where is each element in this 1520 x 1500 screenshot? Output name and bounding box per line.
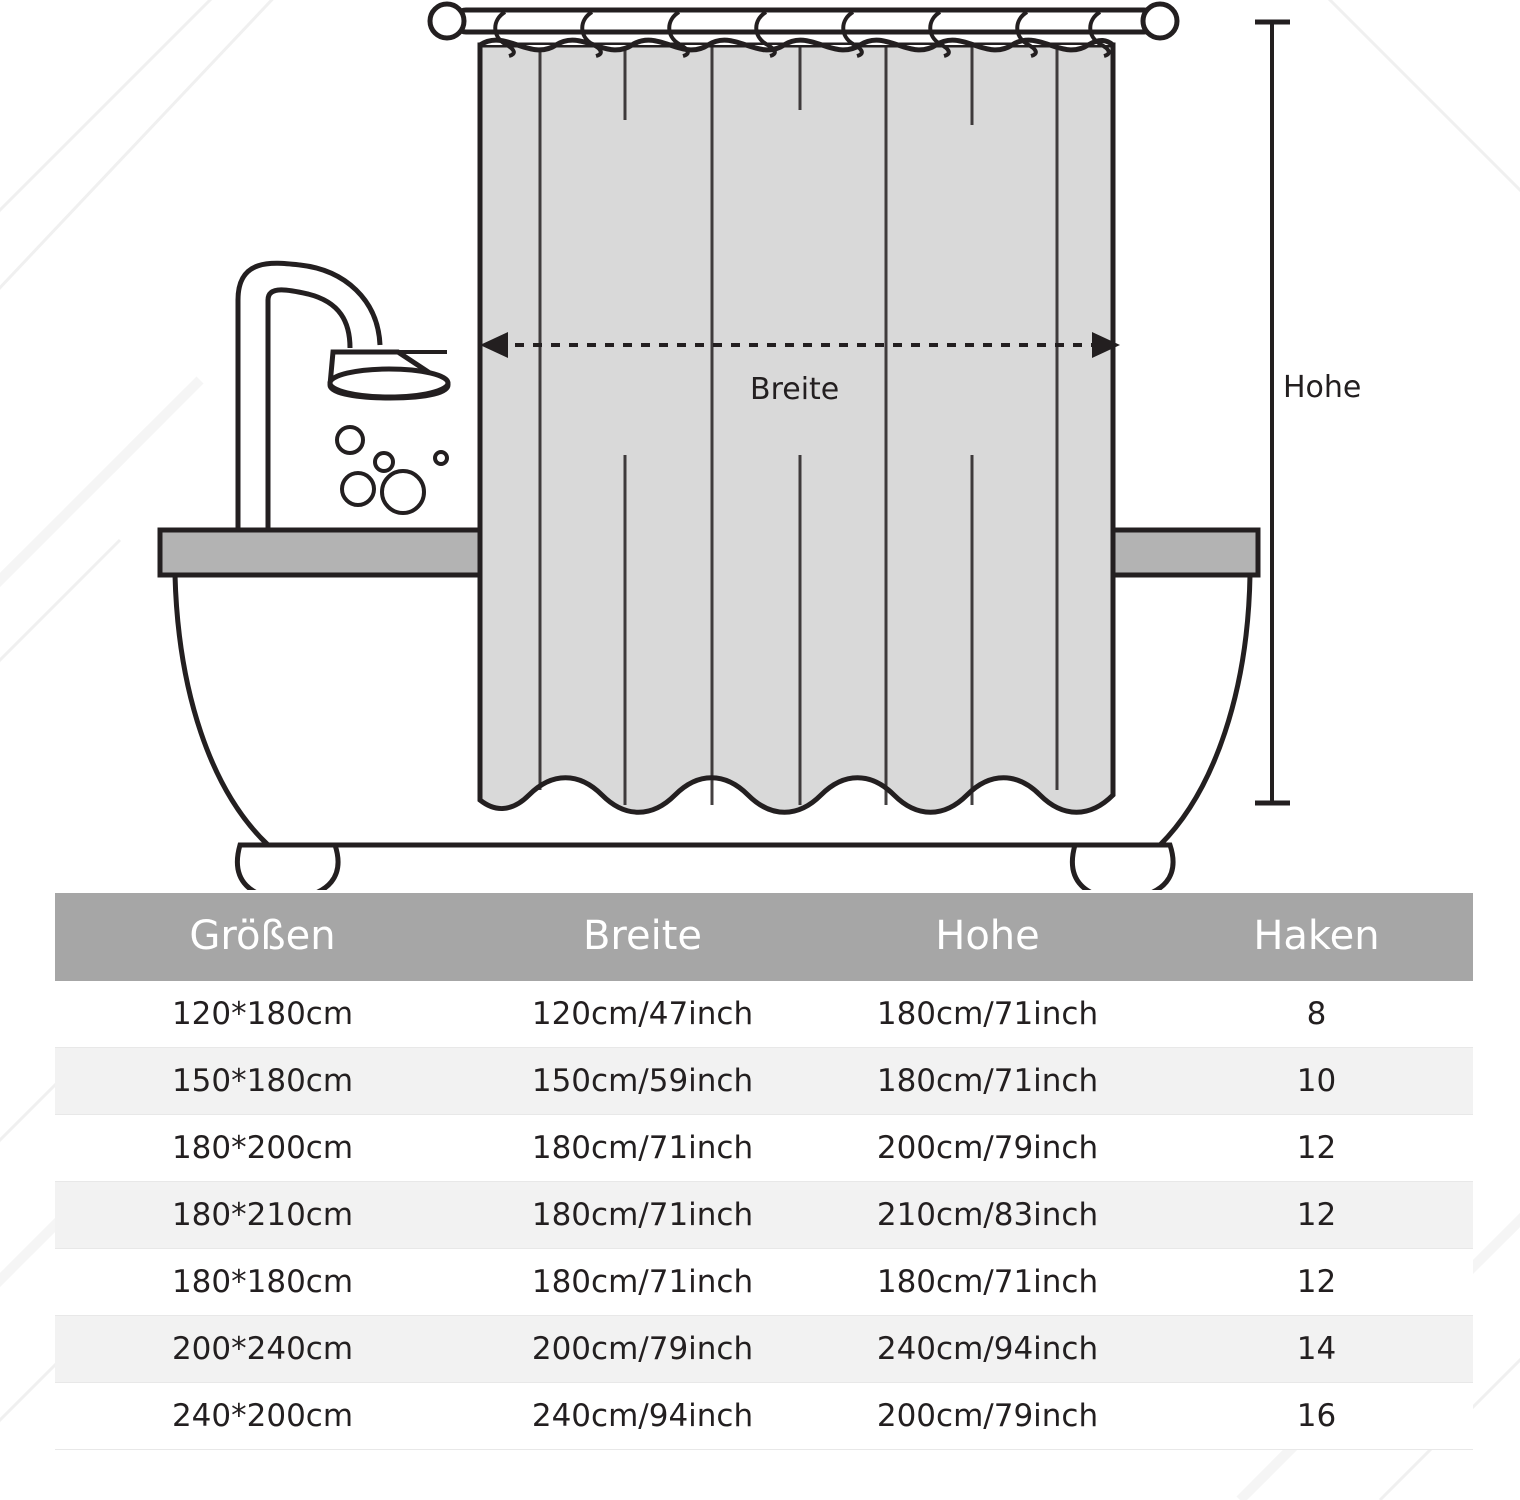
table-row [55, 1249, 1473, 1316]
curtain-rod [430, 4, 1177, 38]
cell-height: 180cm/71inch [815, 1048, 1160, 1115]
cell-size: 150*180cm [55, 1048, 470, 1115]
cell-size: 200*240cm [55, 1316, 470, 1383]
column-header-sizes: Größen [55, 893, 470, 981]
height-label: Hohe [1283, 370, 1362, 405]
size-chart-table [55, 893, 1473, 1450]
cell-width: 200cm/79inch [470, 1316, 815, 1383]
column-header-width: Breite [470, 893, 815, 981]
cell-size: 180*210cm [55, 1182, 470, 1249]
cell-hooks: 14 [1160, 1316, 1473, 1383]
cell-width: 180cm/71inch [470, 1249, 815, 1316]
cell-width: 120cm/47inch [470, 981, 815, 1048]
cell-width: 180cm/71inch [470, 1115, 815, 1182]
height-dimension-arrow [1255, 20, 1290, 805]
cell-hooks: 12 [1160, 1249, 1473, 1316]
table-header-row [55, 893, 1473, 981]
cell-width: 180cm/71inch [470, 1182, 815, 1249]
cell-hooks: 12 [1160, 1115, 1473, 1182]
width-label: Breite [750, 372, 840, 407]
cell-height: 180cm/71inch [815, 1249, 1160, 1316]
cell-height: 200cm/79inch [815, 1383, 1160, 1450]
table-row [55, 981, 1473, 1048]
shower-curtain [480, 40, 1113, 812]
column-header-height: Hohe [815, 893, 1160, 981]
cell-width: 240cm/94inch [470, 1383, 815, 1450]
cell-size: 180*180cm [55, 1249, 470, 1316]
table-row [55, 1383, 1473, 1450]
cell-height: 210cm/83inch [815, 1182, 1160, 1249]
cell-height: 200cm/79inch [815, 1115, 1160, 1182]
table-row [55, 1316, 1473, 1383]
table-row [55, 1182, 1473, 1249]
cell-hooks: 8 [1160, 981, 1473, 1048]
cell-hooks: 16 [1160, 1383, 1473, 1450]
water-droplets [337, 427, 447, 513]
cell-height: 180cm/71inch [815, 981, 1160, 1048]
cell-size: 240*200cm [55, 1383, 470, 1450]
table-row [55, 1048, 1473, 1115]
cell-size: 120*180cm [55, 981, 470, 1048]
cell-hooks: 10 [1160, 1048, 1473, 1115]
cell-size: 180*200cm [55, 1115, 470, 1182]
cell-height: 240cm/94inch [815, 1316, 1160, 1383]
table-row [55, 1115, 1473, 1182]
column-header-hooks: Haken [1160, 893, 1473, 981]
cell-width: 150cm/59inch [470, 1048, 815, 1115]
cell-hooks: 12 [1160, 1182, 1473, 1249]
